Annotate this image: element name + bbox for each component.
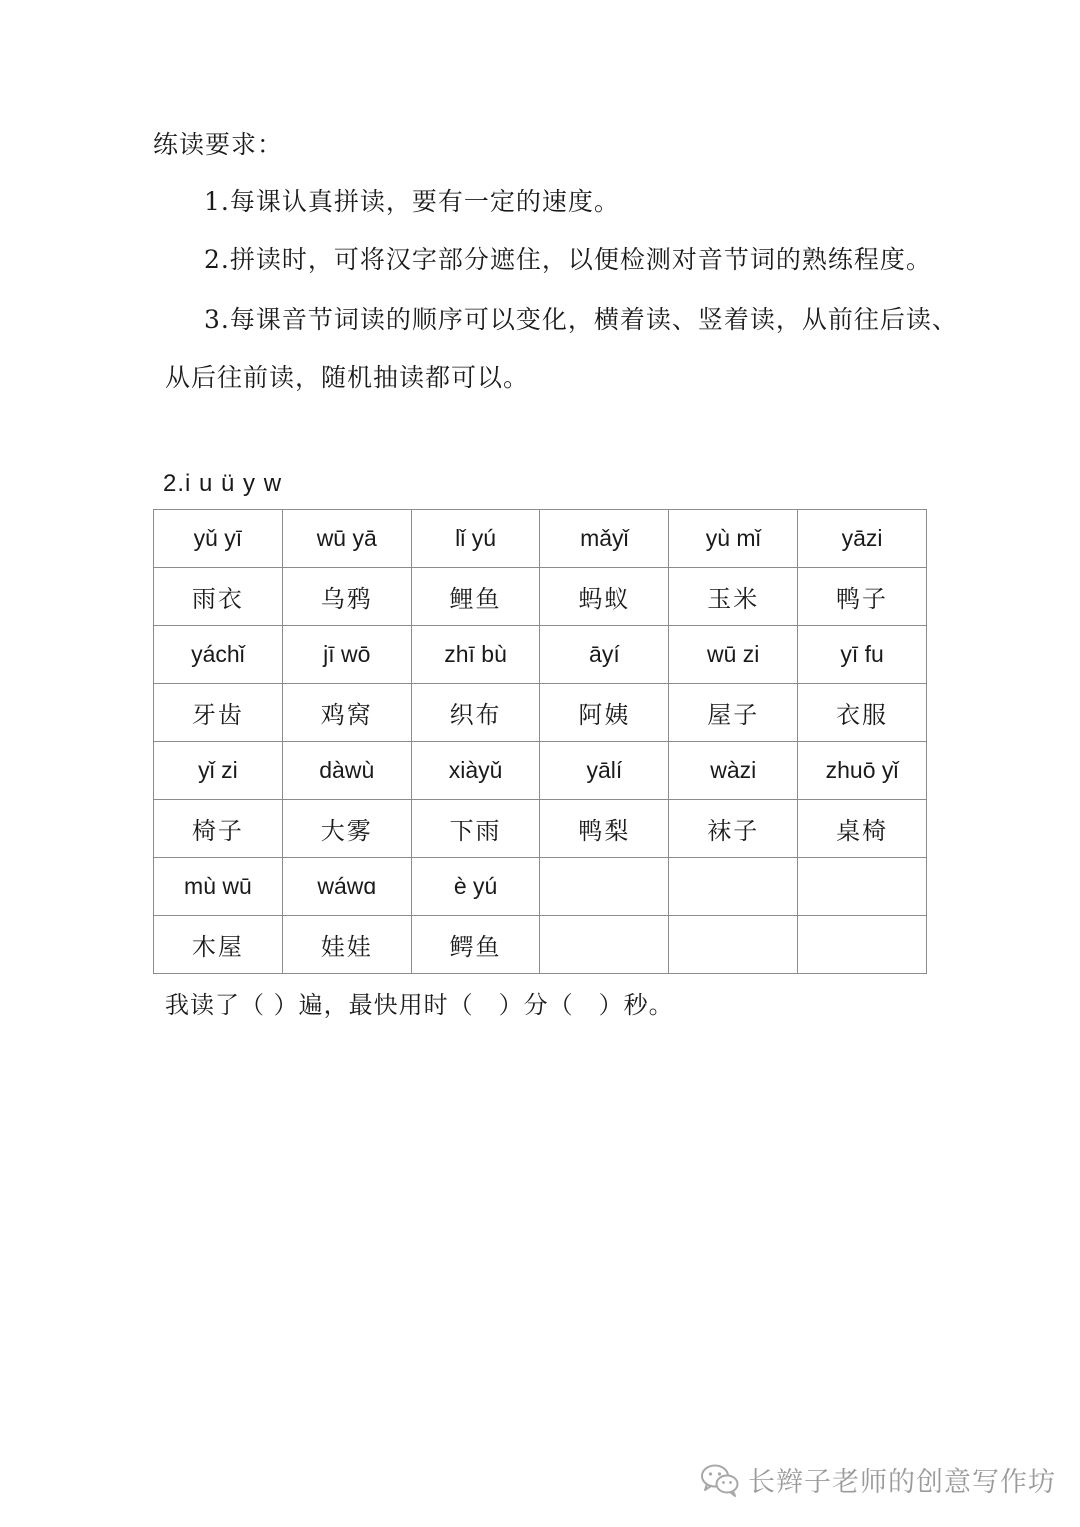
empty-cell (669, 916, 798, 974)
hanzi-cell: 桌椅 (798, 800, 927, 858)
table-row-hanzi (154, 684, 927, 742)
hanzi-cell: 椅子 (154, 800, 283, 858)
pinyin-cell: dàwù (282, 742, 411, 800)
pinyin-cell: zhī bù (411, 626, 540, 684)
table-row-pinyin (154, 858, 927, 916)
hanzi-cell: 鳄鱼 (411, 916, 540, 974)
hanzi-cell: 鸭子 (798, 568, 927, 626)
empty-cell (798, 858, 927, 916)
hanzi-cell: 阿姨 (540, 684, 669, 742)
pinyin-cell: yǔ yī (154, 510, 283, 568)
hanzi-cell: 大雾 (282, 800, 411, 858)
hanzi-cell: 木屋 (154, 916, 283, 974)
empty-cell (669, 858, 798, 916)
requirement-item-3-line-1: 3.每课音节词读的顺序可以变化，横着读、竖着读，从前往后读、 (204, 305, 958, 334)
table-row-hanzi (154, 916, 927, 974)
pinyin-cell: wàzi (669, 742, 798, 800)
hanzi-cell: 鸭梨 (540, 800, 669, 858)
hanzi-cell: 织布 (411, 684, 540, 742)
pinyin-cell: yǐ zi (154, 742, 283, 800)
hanzi-cell: 雨衣 (154, 568, 283, 626)
empty-cell (798, 916, 927, 974)
requirement-item-1: 1.每课认真拼读，要有一定的速度。 (204, 187, 620, 216)
pinyin-cell: lǐ yú (411, 510, 540, 568)
lesson-title: 2.i u ü y w (163, 470, 283, 497)
pinyin-cell: xiàyǔ (411, 742, 540, 800)
pinyin-cell: mù wū (154, 858, 283, 916)
pinyin-cell: wū zi (669, 626, 798, 684)
hanzi-cell: 娃娃 (282, 916, 411, 974)
table-row-hanzi (154, 568, 927, 626)
pinyin-word-table (153, 509, 927, 974)
pinyin-cell: zhuō yǐ (798, 742, 927, 800)
pinyin-cell: wū yā (282, 510, 411, 568)
hanzi-cell: 下雨 (411, 800, 540, 858)
pinyin-cell: āyí (540, 626, 669, 684)
requirements-heading: 练读要求： (153, 130, 284, 159)
table-row-pinyin (154, 626, 927, 684)
pinyin-cell: mǎyǐ (540, 510, 669, 568)
empty-cell (540, 858, 669, 916)
hanzi-cell: 鲤鱼 (411, 568, 540, 626)
table-row-hanzi (154, 800, 927, 858)
wechat-icon (700, 1463, 740, 1497)
hanzi-cell: 牙齿 (154, 684, 283, 742)
requirement-item-3-line-2: 从后往前读，随机抽读都可以。 (165, 363, 530, 392)
watermark (700, 1460, 1056, 1499)
hanzi-cell: 屋子 (669, 684, 798, 742)
pinyin-cell: yāzi (798, 510, 927, 568)
watermark-text: 长辫子老师的创意写作坊 (748, 1467, 1056, 1498)
hanzi-cell: 蚂蚁 (540, 568, 669, 626)
hanzi-cell: 乌鸦 (282, 568, 411, 626)
empty-cell (540, 916, 669, 974)
pinyin-cell: yālí (540, 742, 669, 800)
pinyin-cell: è yú (411, 858, 540, 916)
pinyin-cell: jī wō (282, 626, 411, 684)
pinyin-cell: yù mǐ (669, 510, 798, 568)
hanzi-cell: 鸡窝 (282, 684, 411, 742)
hanzi-cell: 袜子 (669, 800, 798, 858)
hanzi-cell: 玉米 (669, 568, 798, 626)
reading-record-line: 我读了（ ）遍，最快用时（ ）分（ ）秒。 (165, 991, 674, 1019)
table-row-pinyin (154, 510, 927, 568)
hanzi-cell: 衣服 (798, 684, 927, 742)
pinyin-cell: yáchǐ (154, 626, 283, 684)
table-row-pinyin (154, 742, 927, 800)
requirement-item-2: 2.拼读时，可将汉字部分遮住，以便检测对音节词的熟练程度。 (204, 245, 932, 274)
pinyin-cell: wáwɑ (282, 858, 411, 916)
pinyin-cell: yī fu (798, 626, 927, 684)
